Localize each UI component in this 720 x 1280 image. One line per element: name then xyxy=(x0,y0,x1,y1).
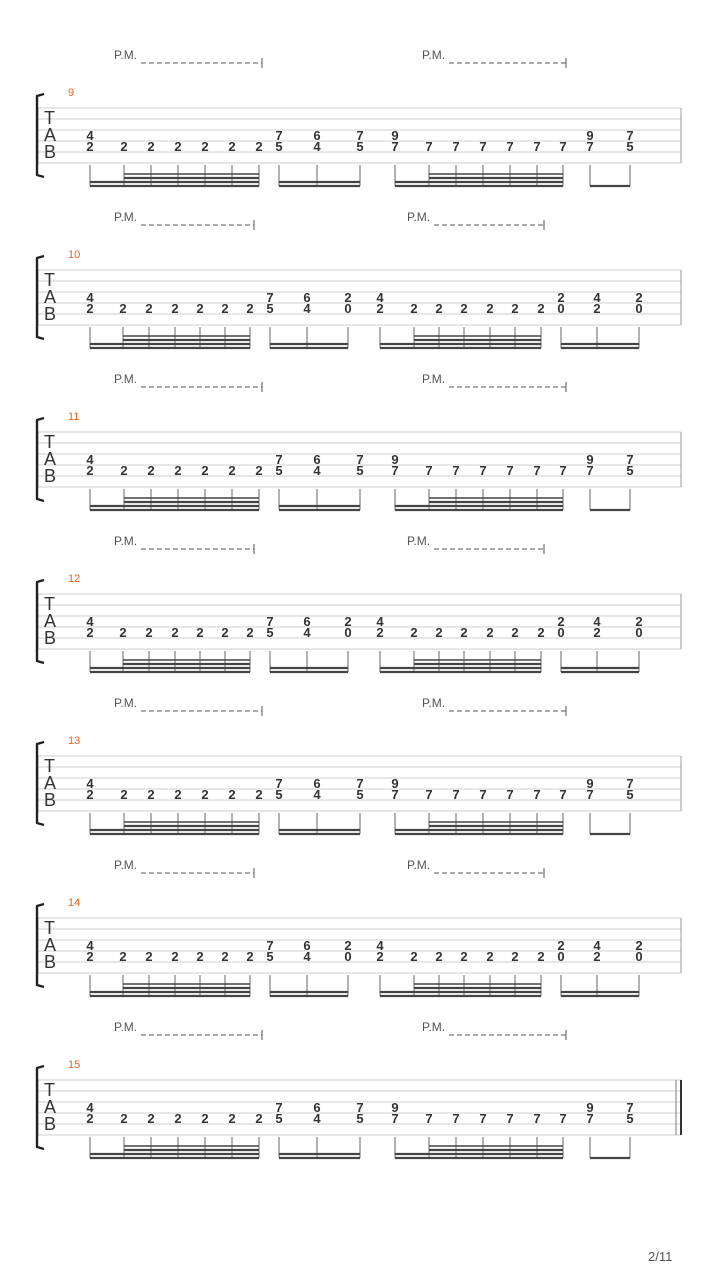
fret-number: 2 xyxy=(221,949,229,964)
tab-clef-letter: B xyxy=(44,142,57,162)
fret-number: 2 xyxy=(228,787,236,802)
fret-number: 2 xyxy=(376,301,384,316)
fret-number: 7 xyxy=(391,1111,399,1126)
palm-mute-label: P.M. xyxy=(114,210,138,224)
fret-number: 4 xyxy=(86,1100,94,1115)
fret-number: 2 xyxy=(86,139,94,154)
tab-clef-letter: B xyxy=(44,304,57,324)
fret-number: 7 xyxy=(626,1100,634,1115)
palm-mute-label: P.M. xyxy=(114,48,138,62)
fret-number: 5 xyxy=(356,1111,364,1126)
tab-clef-letter: B xyxy=(44,466,57,486)
tab-system-9 xyxy=(37,48,681,186)
fret-number: 2 xyxy=(196,301,204,316)
fret-number: 7 xyxy=(586,139,594,154)
tab-clef-letter: A xyxy=(44,773,57,793)
fret-number: 4 xyxy=(313,139,321,154)
fret-number: 2 xyxy=(511,625,519,640)
fret-number: 7 xyxy=(275,128,283,143)
fret-number: 4 xyxy=(376,938,384,953)
fret-number: 4 xyxy=(376,290,384,305)
fret-number: 2 xyxy=(635,938,643,953)
fret-number: 2 xyxy=(246,301,254,316)
fret-number: 6 xyxy=(313,128,321,143)
fret-number: 2 xyxy=(86,787,94,802)
fret-number: 7 xyxy=(626,776,634,791)
fret-number: 4 xyxy=(303,949,311,964)
palm-mute-label: P.M. xyxy=(422,696,446,710)
fret-number: 2 xyxy=(174,1111,182,1126)
fret-number: 0 xyxy=(344,301,352,316)
system-bracket xyxy=(37,418,44,501)
fret-number: 6 xyxy=(303,614,311,629)
fret-number: 7 xyxy=(275,1100,283,1115)
fret-number: 2 xyxy=(147,1111,155,1126)
fret-number: 2 xyxy=(460,301,468,316)
fret-number: 2 xyxy=(228,139,236,154)
palm-mute-label: P.M. xyxy=(114,372,138,386)
fret-number: 6 xyxy=(313,776,321,791)
fret-number: 2 xyxy=(344,938,352,953)
fret-number: 6 xyxy=(313,452,321,467)
fret-number: 2 xyxy=(486,949,494,964)
fret-number: 2 xyxy=(255,139,263,154)
fret-number: 7 xyxy=(559,1111,567,1126)
tab-clef-letter: T xyxy=(44,108,55,128)
fret-number: 2 xyxy=(86,1111,94,1126)
fret-number: 2 xyxy=(255,1111,263,1126)
fret-number: 2 xyxy=(147,139,155,154)
fret-number: 9 xyxy=(391,452,399,467)
tab-clef-letter: T xyxy=(44,432,55,452)
palm-mute-label: P.M. xyxy=(114,1020,138,1034)
fret-number: 9 xyxy=(586,1100,594,1115)
fret-number: 2 xyxy=(460,625,468,640)
fret-number: 7 xyxy=(266,614,274,629)
fret-number: 2 xyxy=(460,949,468,964)
palm-mute-label: P.M. xyxy=(422,48,446,62)
fret-number: 7 xyxy=(356,452,364,467)
fret-number: 2 xyxy=(201,787,209,802)
fret-number: 0 xyxy=(635,949,643,964)
fret-number: 2 xyxy=(120,463,128,478)
fret-number: 2 xyxy=(557,614,565,629)
page-number: 2/11 xyxy=(648,1249,673,1264)
fret-number: 7 xyxy=(506,1111,514,1126)
fret-number: 6 xyxy=(303,290,311,305)
fret-number: 2 xyxy=(593,625,601,640)
fret-number: 9 xyxy=(586,776,594,791)
fret-number: 2 xyxy=(593,949,601,964)
fret-number: 2 xyxy=(86,625,94,640)
fret-number: 7 xyxy=(425,787,433,802)
fret-number: 7 xyxy=(586,787,594,802)
fret-number: 4 xyxy=(303,301,311,316)
fret-number: 4 xyxy=(593,938,601,953)
fret-number: 7 xyxy=(452,139,460,154)
fret-number: 7 xyxy=(452,1111,460,1126)
tab-clef-letter: B xyxy=(44,790,57,810)
fret-number: 7 xyxy=(391,463,399,478)
fret-number: 2 xyxy=(410,301,418,316)
fret-number: 7 xyxy=(533,139,541,154)
fret-number: 2 xyxy=(221,301,229,316)
fret-number: 2 xyxy=(120,1111,128,1126)
fret-number: 2 xyxy=(145,949,153,964)
fret-number: 5 xyxy=(356,463,364,478)
fret-number: 2 xyxy=(201,1111,209,1126)
fret-number: 2 xyxy=(147,787,155,802)
fret-number: 5 xyxy=(275,139,283,154)
tab-clef-letter: A xyxy=(44,449,57,469)
fret-number: 4 xyxy=(86,128,94,143)
fret-number: 7 xyxy=(452,463,460,478)
fret-number: 5 xyxy=(266,625,274,640)
fret-number: 2 xyxy=(435,949,443,964)
fret-number: 9 xyxy=(391,1100,399,1115)
fret-number: 5 xyxy=(266,949,274,964)
fret-number: 5 xyxy=(626,463,634,478)
fret-number: 0 xyxy=(557,301,565,316)
measure-number: 13 xyxy=(68,735,81,747)
system-bracket xyxy=(37,580,44,663)
palm-mute-label: P.M. xyxy=(114,534,138,548)
fret-number: 4 xyxy=(376,614,384,629)
measure-number: 11 xyxy=(68,411,80,423)
fret-number: 2 xyxy=(593,301,601,316)
system-bracket xyxy=(37,256,44,339)
fret-number: 7 xyxy=(559,787,567,802)
fret-number: 4 xyxy=(593,614,601,629)
fret-number: 2 xyxy=(86,463,94,478)
fret-number: 7 xyxy=(506,463,514,478)
fret-number: 7 xyxy=(275,452,283,467)
fret-number: 7 xyxy=(533,787,541,802)
fret-number: 2 xyxy=(486,625,494,640)
fret-number: 5 xyxy=(275,787,283,802)
fret-number: 4 xyxy=(86,938,94,953)
fret-number: 2 xyxy=(119,949,127,964)
fret-number: 9 xyxy=(586,452,594,467)
measure-number: 15 xyxy=(68,1059,81,1071)
fret-number: 2 xyxy=(228,1111,236,1126)
fret-number: 7 xyxy=(533,463,541,478)
fret-number: 2 xyxy=(147,463,155,478)
fret-number: 5 xyxy=(266,301,274,316)
fret-number: 7 xyxy=(275,776,283,791)
fret-number: 7 xyxy=(356,128,364,143)
fret-number: 7 xyxy=(586,463,594,478)
tab-system-12 xyxy=(37,534,681,672)
tab-clef-letter: T xyxy=(44,918,55,938)
tab-clef-letter: A xyxy=(44,611,57,631)
fret-number: 2 xyxy=(171,949,179,964)
measure-number: 12 xyxy=(68,573,81,585)
fret-number: 9 xyxy=(586,128,594,143)
fret-number: 7 xyxy=(356,1100,364,1115)
fret-number: 4 xyxy=(313,1111,321,1126)
fret-number: 7 xyxy=(356,776,364,791)
fret-number: 0 xyxy=(635,625,643,640)
fret-number: 2 xyxy=(171,625,179,640)
fret-number: 7 xyxy=(506,787,514,802)
fret-number: 2 xyxy=(537,949,545,964)
fret-number: 7 xyxy=(479,463,487,478)
tab-clef-letter: B xyxy=(44,952,57,972)
fret-number: 2 xyxy=(557,290,565,305)
system-bracket xyxy=(37,904,44,987)
tab-clef-letter: A xyxy=(44,1097,57,1117)
tab-system-13 xyxy=(37,696,681,834)
fret-number: 7 xyxy=(425,463,433,478)
fret-number: 2 xyxy=(344,290,352,305)
tab-system-14 xyxy=(37,858,681,996)
fret-number: 7 xyxy=(533,1111,541,1126)
fret-number: 2 xyxy=(196,625,204,640)
fret-number: 2 xyxy=(86,301,94,316)
fret-number: 7 xyxy=(266,938,274,953)
tab-system-10 xyxy=(37,210,681,348)
tab-clef-letter: B xyxy=(44,628,57,648)
fret-number: 4 xyxy=(303,625,311,640)
fret-number: 4 xyxy=(86,452,94,467)
fret-number: 5 xyxy=(626,139,634,154)
fret-number: 0 xyxy=(344,625,352,640)
fret-number: 6 xyxy=(303,938,311,953)
palm-mute-label: P.M. xyxy=(114,858,138,872)
palm-mute-label: P.M. xyxy=(422,1020,446,1034)
fret-number: 5 xyxy=(356,139,364,154)
fret-number: 7 xyxy=(425,1111,433,1126)
fret-number: 2 xyxy=(410,625,418,640)
tab-clef-letter: T xyxy=(44,756,55,776)
fret-number: 4 xyxy=(593,290,601,305)
fret-number: 2 xyxy=(171,301,179,316)
fret-number: 2 xyxy=(376,625,384,640)
fret-number: 5 xyxy=(356,787,364,802)
fret-number: 7 xyxy=(559,139,567,154)
measure-number: 14 xyxy=(68,897,81,909)
fret-number: 7 xyxy=(479,139,487,154)
fret-number: 2 xyxy=(120,787,128,802)
fret-number: 4 xyxy=(86,290,94,305)
fret-number: 7 xyxy=(391,787,399,802)
fret-number: 6 xyxy=(313,1100,321,1115)
fret-number: 0 xyxy=(557,625,565,640)
fret-number: 2 xyxy=(119,301,127,316)
tab-clef-letter: B xyxy=(44,1114,57,1134)
fret-number: 5 xyxy=(626,787,634,802)
fret-number: 7 xyxy=(479,787,487,802)
fret-number: 7 xyxy=(626,452,634,467)
fret-number: 2 xyxy=(635,614,643,629)
fret-number: 7 xyxy=(626,128,634,143)
fret-number: 2 xyxy=(174,787,182,802)
measure-number: 10 xyxy=(68,249,81,261)
fret-number: 2 xyxy=(255,463,263,478)
fret-number: 7 xyxy=(452,787,460,802)
system-bracket xyxy=(37,94,44,177)
fret-number: 7 xyxy=(391,139,399,154)
palm-mute-label: P.M. xyxy=(407,210,431,224)
fret-number: 2 xyxy=(246,625,254,640)
palm-mute-label: P.M. xyxy=(422,372,446,386)
fret-number: 2 xyxy=(119,625,127,640)
fret-number: 2 xyxy=(435,301,443,316)
fret-number: 2 xyxy=(86,949,94,964)
fret-number: 9 xyxy=(391,776,399,791)
system-bracket xyxy=(37,1066,44,1149)
fret-number: 2 xyxy=(228,463,236,478)
fret-number: 0 xyxy=(635,301,643,316)
palm-mute-label: P.M. xyxy=(407,858,431,872)
fret-number: 5 xyxy=(275,1111,283,1126)
fret-number: 2 xyxy=(435,625,443,640)
fret-number: 2 xyxy=(145,625,153,640)
fret-number: 2 xyxy=(201,463,209,478)
fret-number: 2 xyxy=(486,301,494,316)
tab-clef-letter: T xyxy=(44,270,55,290)
fret-number: 2 xyxy=(174,463,182,478)
tab-clef-letter: A xyxy=(44,125,57,145)
fret-number: 0 xyxy=(557,949,565,964)
tab-clef-letter: T xyxy=(44,1080,55,1100)
fret-number: 7 xyxy=(425,139,433,154)
fret-number: 2 xyxy=(537,625,545,640)
fret-number: 2 xyxy=(246,949,254,964)
fret-number: 7 xyxy=(559,463,567,478)
fret-number: 7 xyxy=(586,1111,594,1126)
fret-number: 2 xyxy=(145,301,153,316)
fret-number: 4 xyxy=(86,614,94,629)
fret-number: 5 xyxy=(275,463,283,478)
fret-number: 2 xyxy=(376,949,384,964)
fret-number: 2 xyxy=(410,949,418,964)
fret-number: 2 xyxy=(201,139,209,154)
system-bracket xyxy=(37,742,44,825)
fret-number: 2 xyxy=(537,301,545,316)
fret-number: 2 xyxy=(120,139,128,154)
fret-number: 2 xyxy=(255,787,263,802)
fret-number: 2 xyxy=(635,290,643,305)
fret-number: 2 xyxy=(196,949,204,964)
fret-number: 4 xyxy=(313,463,321,478)
tab-clef-letter: A xyxy=(44,935,57,955)
tab-system-15 xyxy=(37,1020,681,1158)
measure-number: 9 xyxy=(68,87,75,99)
fret-number: 2 xyxy=(344,614,352,629)
fret-number: 7 xyxy=(479,1111,487,1126)
fret-number: 7 xyxy=(266,290,274,305)
tab-system-11 xyxy=(37,372,681,510)
fret-number: 0 xyxy=(344,949,352,964)
fret-number: 2 xyxy=(174,139,182,154)
fret-number: 2 xyxy=(557,938,565,953)
fret-number: 2 xyxy=(511,949,519,964)
palm-mute-label: P.M. xyxy=(407,534,431,548)
fret-number: 5 xyxy=(626,1111,634,1126)
fret-number: 9 xyxy=(391,128,399,143)
fret-number: 2 xyxy=(221,625,229,640)
tab-clef-letter: T xyxy=(44,594,55,614)
fret-number: 4 xyxy=(86,776,94,791)
fret-number: 4 xyxy=(313,787,321,802)
fret-number: 7 xyxy=(506,139,514,154)
fret-number: 2 xyxy=(511,301,519,316)
palm-mute-label: P.M. xyxy=(114,696,138,710)
tab-clef-letter: A xyxy=(44,287,57,307)
